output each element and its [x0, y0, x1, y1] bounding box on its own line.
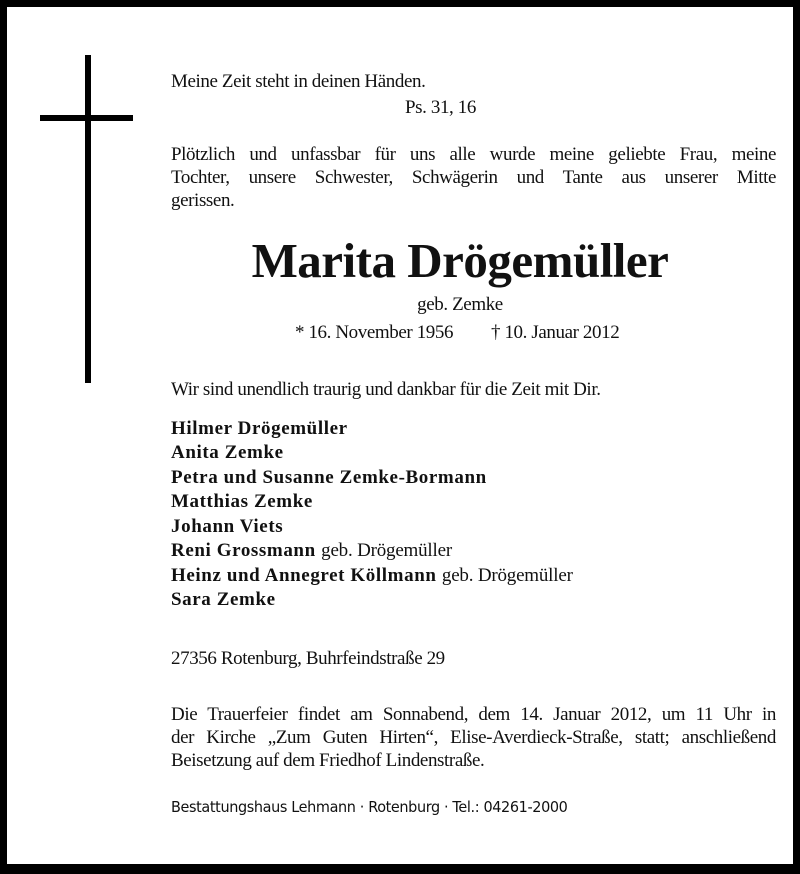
mourner-note: geb. Drögemüller: [441, 565, 573, 586]
deceased-name: Marita Drögemüller: [251, 233, 669, 288]
mourner: [171, 516, 283, 538]
address: 27356 Rotenburg, Buhrfeindstraße 29: [171, 648, 445, 669]
mourner: [171, 491, 313, 513]
mourner: [171, 540, 452, 562]
mourner-name: Matthias Zemke: [171, 491, 313, 512]
mourner-name: Petra und Susanne Zemke-Bormann: [171, 467, 487, 488]
service-line: Die Trauerfeier findet am Sonnabend, dem 14. Januar 2012, um 11 Uhr in: [171, 704, 776, 725]
obituary-notice: [7, 7, 793, 864]
service-line: der Kirche „Zum Guten Hirten“, Elise-Averdieck-Straße, statt; anschließend: [171, 727, 776, 748]
death-date: † 10. Januar 2012: [491, 322, 620, 343]
gratitude-text: Wir sind unendlich traurig und dankbar für die Zeit mit Dir.: [171, 379, 601, 400]
mourner-name: Heinz und Annegret Köllmann: [171, 565, 437, 586]
funeral-home: Bestattungshaus Lehmann · Rotenburg · Tel.: 04261-2000: [171, 798, 568, 816]
mourner: [171, 589, 276, 611]
mourner-name: Hilmer Drögemüller: [171, 418, 348, 439]
mourner: [171, 565, 573, 587]
mourner-name: Reni Grossmann: [171, 540, 316, 561]
mourner-name: Sara Zemke: [171, 589, 276, 610]
birth-date: * 16. November 1956: [295, 322, 454, 343]
intro-line: gerissen.: [171, 190, 235, 211]
motto: Meine Zeit steht in deinen Händen.: [171, 71, 426, 92]
mourner-note: geb. Drögemüller: [321, 540, 452, 561]
mourner: [171, 418, 348, 440]
mourner-name: Anita Zemke: [171, 442, 284, 463]
cross-icon-bar: [40, 115, 133, 121]
mourner-name: Johann Viets: [171, 516, 284, 537]
intro-line: Plötzlich und unfassbar für uns alle wurde meine geliebte Frau, meine: [171, 144, 776, 165]
cross-icon: [85, 55, 91, 383]
verse-reference: Ps. 31, 16: [405, 97, 476, 118]
intro-line: Tochter, unsere Schwester, Schwägerin und Tante aus unserer Mitte: [171, 167, 776, 188]
mourner: [171, 467, 487, 489]
birth-name: geb. Zemke: [417, 294, 503, 315]
service-line: Beisetzung auf dem Friedhof Lindenstraße.: [171, 750, 485, 771]
mourner: [171, 442, 284, 464]
